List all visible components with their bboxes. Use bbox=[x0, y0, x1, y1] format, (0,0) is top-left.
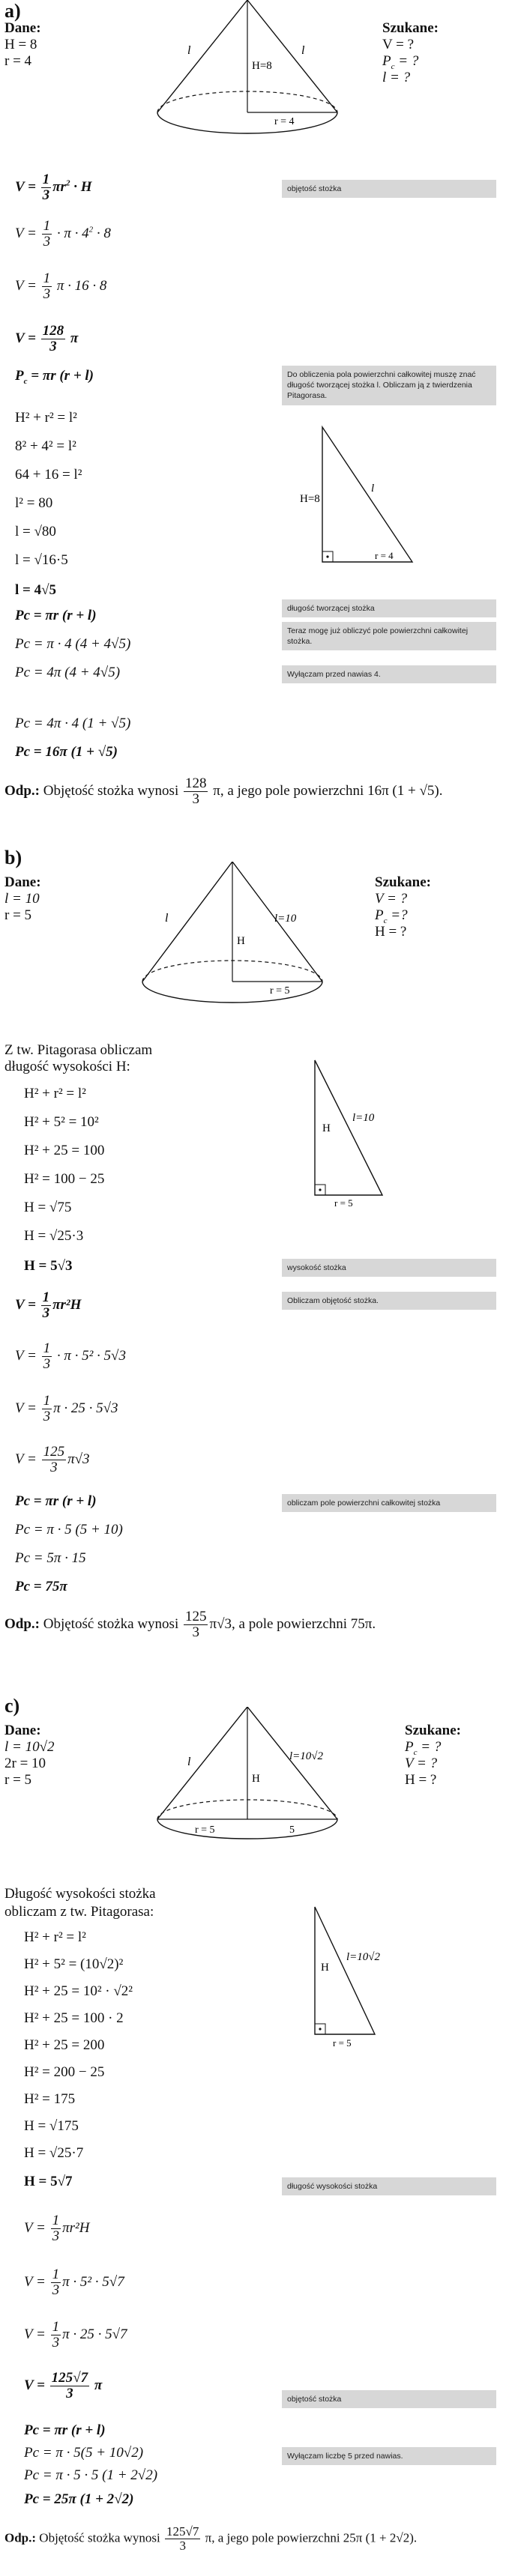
step: Pc = 25π (1 + 2√2) bbox=[24, 2491, 134, 2507]
step: Pc = πr (r + l) bbox=[24, 2422, 106, 2438]
tri-l: l=10√2 bbox=[346, 1951, 381, 1963]
step: H = 5√3 bbox=[24, 1258, 73, 1274]
step: V = $\frac{1}{3}$ · π · 5² · 5√3 bbox=[15, 1340, 126, 1372]
step: V = $\frac{125√7}{3}$ π bbox=[24, 2370, 103, 2401]
step: H² + r² = l² bbox=[15, 410, 77, 426]
cone-l-left: l bbox=[187, 44, 191, 57]
cone-r: r = 5 bbox=[195, 1824, 215, 1836]
cone-r: r = 5 bbox=[270, 985, 290, 997]
step: Pc = πr (r + l) bbox=[15, 608, 97, 623]
step: l = √16·5 bbox=[15, 552, 68, 568]
tri-l: l=10 bbox=[352, 1112, 375, 1124]
szukane-item: H = ? bbox=[375, 924, 407, 940]
cone-l-left: l bbox=[187, 1756, 191, 1768]
step: $P_c = \pi r$ (r + l) bbox=[15, 368, 94, 386]
cone-diagram-c bbox=[142, 1707, 367, 1857]
dane-item: H = 8 bbox=[4, 37, 37, 52]
step: H = √25·7 bbox=[24, 2145, 84, 2161]
step: Pc = π · 5 (5 + 10) bbox=[15, 1522, 123, 1538]
tri-h: H=8 bbox=[300, 493, 320, 505]
cone-r: r = 4 bbox=[274, 116, 295, 127]
step: Pc = 16π (1 + √5) bbox=[15, 744, 118, 760]
step: 8² + 4² = l² bbox=[15, 438, 76, 454]
step: H² + 25 = 10² · √2² bbox=[24, 1983, 133, 1999]
cone-h: H=8 bbox=[252, 60, 272, 72]
tri-r: r = 5 bbox=[333, 2037, 352, 2049]
step: V = $\frac{128}{3}$ π bbox=[15, 323, 79, 354]
tri-h: H bbox=[321, 1962, 329, 1974]
step: l = 4√5 bbox=[15, 582, 57, 598]
step: H² = 100 − 25 bbox=[24, 1171, 105, 1187]
step: V = $\frac{1}{3}$ πr²H bbox=[15, 1289, 82, 1321]
note: długość wysokości stożka bbox=[282, 2177, 496, 2195]
note: objętość stożka bbox=[282, 2390, 496, 2408]
section-c-label: c) bbox=[4, 1695, 20, 1717]
intro: obliczam z tw. Pitagorasa: bbox=[4, 1904, 154, 1920]
intro: Z tw. Pitagorasa obliczam bbox=[4, 1042, 153, 1058]
dane-item: l = 10√2 bbox=[4, 1739, 55, 1755]
step: V = $\frac{1}{3}$ π · 25 · 5√3 bbox=[15, 1393, 118, 1424]
step: V = $\frac{125}{3}$ π√3 bbox=[15, 1444, 90, 1475]
step: Pc = π · 5 · 5 (1 + 2√2) bbox=[24, 2467, 158, 2483]
intro: długość wysokości H: bbox=[4, 1059, 130, 1074]
note: Obliczam objętość stożka. bbox=[282, 1292, 496, 1310]
note: Teraz mogę już obliczyć pole powierzchni całkowitej stożka. bbox=[282, 622, 496, 650]
step: Pc = π · 4 (4 + 4√5) bbox=[15, 636, 131, 652]
cone-l-left: l bbox=[165, 912, 169, 925]
step: H² + r² = l² bbox=[24, 1929, 86, 1945]
szukane-item: H = ? bbox=[405, 1772, 437, 1788]
step: V = $\frac{1}{3}$ π · 25 · 5√7 bbox=[24, 2319, 127, 2350]
step: H² = 200 − 25 bbox=[24, 2064, 105, 2080]
note: Wyłączam przed nawias 4. bbox=[282, 665, 496, 683]
step: H = √75 bbox=[24, 1200, 72, 1215]
step: H² + r² = l² bbox=[24, 1086, 86, 1101]
tri-r: r = 5 bbox=[334, 1197, 353, 1206]
odp-c: Odp.: Objętość stożka wynosi $\frac{125√7}{3}$ π, a jego pole powierzchni 25π (1 + 2√2). bbox=[4, 2524, 418, 2553]
step: H = √25·3 bbox=[24, 1228, 84, 1244]
szukane-item: l = ? bbox=[382, 70, 411, 85]
step: H² + 5² = (10√2)² bbox=[24, 1956, 124, 1972]
dane-title: Dane: bbox=[4, 20, 41, 36]
dane-title: Dane: bbox=[4, 1723, 41, 1738]
cone-diagram-b bbox=[127, 862, 352, 1019]
note: wysokość stożka bbox=[282, 1259, 496, 1277]
step: H² + 5² = 10² bbox=[24, 1114, 99, 1130]
szukane-item: $P_c$ = ? bbox=[405, 1739, 442, 1757]
tri-r: r = 4 bbox=[375, 550, 394, 561]
cone-l-right: l bbox=[301, 44, 305, 57]
szukane-item: $P_c$ =? bbox=[375, 907, 408, 925]
step: V = $\frac{1}{3}$ π · 16 · 8 bbox=[15, 270, 107, 302]
szukane-item: $P_c$ = ? bbox=[382, 53, 419, 71]
note: długość tworzącej stożka bbox=[282, 599, 496, 617]
step: l² = 80 bbox=[15, 495, 53, 511]
dane-item: r = 4 bbox=[4, 53, 32, 69]
step: V = $\frac{1}{3}$ · $\pi \cdot 4^2 \cdot 8$ bbox=[15, 218, 111, 250]
step: Pc = πr (r + l) bbox=[15, 1493, 97, 1509]
section-b-label: b) bbox=[4, 847, 22, 868]
step: H = √175 bbox=[24, 2118, 79, 2134]
note: Wyłączam liczbę 5 przed nawias. bbox=[282, 2447, 496, 2465]
cone-r2: 5 bbox=[289, 1824, 295, 1836]
cone-h: H bbox=[252, 1773, 260, 1785]
szukane-item: V = ? bbox=[375, 891, 408, 907]
tri-l: l bbox=[371, 483, 375, 495]
dane-item: 2r = 10 bbox=[4, 1756, 46, 1771]
step: 64 + 16 = l² bbox=[15, 467, 82, 483]
step: l = √80 bbox=[15, 524, 56, 539]
cone-h: H bbox=[237, 935, 245, 947]
step: Pc = 4π · 4 (1 + √5) bbox=[15, 716, 131, 731]
dane-item: l = 10 bbox=[4, 891, 40, 907]
triangle-diagram-a bbox=[300, 420, 450, 569]
cone-l-right: l=10 bbox=[274, 913, 297, 925]
intro: Długość wysokości stożka bbox=[4, 1886, 156, 1902]
step: V = $\frac{1}{3}$ $\pi r^2 \cdot H$ bbox=[15, 172, 92, 203]
note: obliczam pole powierzchni całkowitej stożka bbox=[282, 1494, 496, 1512]
step: H² + 25 = 100 · 2 bbox=[24, 2010, 124, 2026]
step: H² + 25 = 200 bbox=[24, 2037, 105, 2053]
odp-b: Odp.: Objętość stożka wynosi $\frac{125}{3}$ π√3, a pole powierzchni 75π. bbox=[4, 1609, 376, 1640]
step: H = 5√7 bbox=[24, 2174, 73, 2189]
section-a-label: a) bbox=[4, 0, 21, 22]
step: Pc = 4π (4 + 4√5) bbox=[15, 665, 121, 680]
dane-title: Dane: bbox=[4, 874, 41, 890]
szukane-title: Szukane: bbox=[405, 1723, 461, 1738]
step: Pc = 75π bbox=[15, 1579, 67, 1594]
note: Do obliczenia pola powierzchni całkowitej muszę znać długość tworzącej stożka l. Obliczam ją z twierdzenia Pitagorasa. bbox=[282, 366, 496, 405]
step: H² = 175 bbox=[24, 2091, 76, 2107]
odp-a: Odp.: Objętość stożka wynosi $\frac{128}{3}$ π, a jego pole powierzchni 16π (1 + √5). bbox=[4, 775, 443, 807]
szukane-title: Szukane: bbox=[375, 874, 431, 890]
step: Pc = 5π · 15 bbox=[15, 1550, 86, 1566]
step: H² + 25 = 100 bbox=[24, 1143, 105, 1158]
szukane-item: V = ? bbox=[382, 37, 415, 52]
szukane-item: V = ? bbox=[405, 1756, 438, 1771]
dane-item: r = 5 bbox=[4, 907, 32, 923]
step: V = $\frac{1}{3}$ π · 5² · 5√7 bbox=[24, 2267, 124, 2298]
step: Pc = π · 5(5 + 10√2) bbox=[24, 2445, 144, 2461]
dane-item: r = 5 bbox=[4, 1772, 32, 1788]
triangle-diagram-c bbox=[300, 1903, 450, 2053]
tri-h: H bbox=[322, 1122, 331, 1134]
szukane-title: Szukane: bbox=[382, 20, 439, 36]
step: V = $\frac{1}{3}$ πr²H bbox=[24, 2213, 90, 2244]
triangle-diagram-b bbox=[300, 1056, 450, 1206]
note: objętość stożka bbox=[282, 180, 496, 198]
cone-l-right: l=10√2 bbox=[289, 1750, 324, 1762]
cone-diagram-a bbox=[135, 0, 360, 150]
